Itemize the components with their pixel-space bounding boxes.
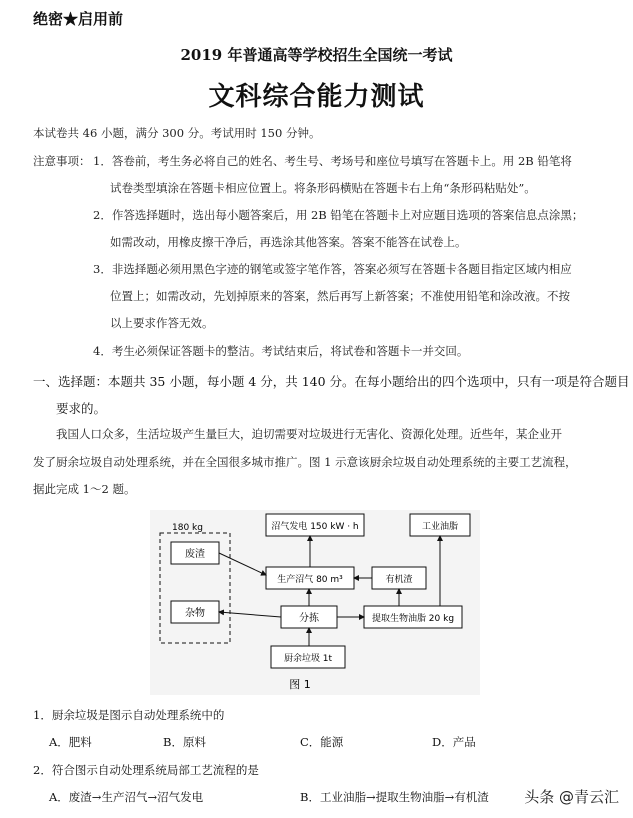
note-3-line-2: 位置上；如需改动，先划掉原来的答案，然后再写上新答案；不准使用铅笔和涂改液。不按 xyxy=(110,289,570,303)
note-2-line-2: 如需改动，用橡皮擦干净后，再选涂其他答案。答案不能答在试卷上。 xyxy=(110,235,467,249)
notes-label: 注意事项： xyxy=(33,154,91,168)
q1-option-b: B．原料 xyxy=(163,735,206,749)
subject-title: 文科综合能力测试 xyxy=(208,82,425,112)
exam-info: 本试卷共 46 小题，满分 300 分。考试用时 150 分钟。 xyxy=(33,126,321,140)
note-3-line-1: 3．非选择题必须用黑色字迹的钢笔或签字笔作答，答案必须写在答题卡各题目指定区域内相应 xyxy=(93,262,572,276)
note-1-line-1: 1．答卷前，考生务必将自己的姓名、考生号、考场号和座位号填写在答题卡上。用 2B 铅笔将 xyxy=(93,154,572,168)
waste-group-label: 180 kg xyxy=(172,523,203,533)
note-1-line-2: 试卷类型填涂在答题卡相应位置上。将条形码横贴在答题卡右上角“条形码粘贴处”。 xyxy=(110,181,536,195)
box-sorting-label: 分拣 xyxy=(299,613,319,624)
secret-label: 绝密★启用前 xyxy=(33,10,124,28)
question-2-stem: 2．符合图示自动处理系统局部工艺流程的是 xyxy=(33,763,259,777)
box-kitchen-waste-label: 厨余垃圾 1t xyxy=(283,654,333,664)
note-3-line-3: 以上要求作答无效。 xyxy=(110,316,214,330)
q1-option-c: C．能源 xyxy=(300,735,344,749)
box-biogas-power-label: 沼气发电 150 kW · h xyxy=(271,522,359,532)
figure-caption: 图 1 xyxy=(289,678,311,691)
box-waste-residue-label: 废渣 xyxy=(185,549,205,560)
q2-option-b: B．工业油脂→提取生物油脂→有机渣 xyxy=(300,790,489,804)
box-organic-residue-label: 有机渣 xyxy=(385,575,413,585)
passage-line-3: 据此完成 1～2 题。 xyxy=(33,482,136,496)
exam-title: 2019 年普通高等学校招生全国统一考试 xyxy=(180,46,453,64)
q2-option-a: A．废渣→生产沼气→沼气发电 xyxy=(49,790,204,804)
note-2-line-1: 2．作答选择题时，选出每小题答案后，用 2B 铅笔在答题卡上对应题目选项的答案信息点涂黑； xyxy=(93,208,584,222)
watermark: 头条 @青云汇 xyxy=(524,788,619,806)
box-industrial-oil-label: 工业油脂 xyxy=(421,522,459,532)
box-produce-biogas-label: 生产沼气 80 m³ xyxy=(277,575,343,585)
passage-line-2: 发了厨余垃圾自动处理系统，并在全国很多城市推广。图 1 示意该厨余垃圾自动处理系统的主要工艺流程， xyxy=(33,455,577,469)
question-1-stem: 1．厨余垃圾是图示自动处理系统中的 xyxy=(33,708,225,722)
note-4-line-1: 4．考生必须保证答题卡的整洁。考试结束后，将试卷和答题卡一并交回。 xyxy=(93,344,469,358)
section-heading-line-1: 一、选择题：本题共 35 小题，每小题 4 分，共 140 分。在每小题给出的四个选项中，只有一项是符合题目 xyxy=(33,374,630,389)
flow-diagram xyxy=(150,510,480,695)
section-heading-line-2: 要求的。 xyxy=(56,401,107,416)
q1-option-d: D．产品 xyxy=(432,735,476,749)
q1-option-a: A．肥料 xyxy=(49,735,92,749)
box-extract-biooil-label: 提取生物油脂 20 kg xyxy=(371,614,455,624)
box-debris-label: 杂物 xyxy=(185,608,205,619)
passage-line-1: 我国人口众多，生活垃圾产生量巨大，迫切需要对垃圾进行无害化、资源化处理。近些年，某企业开 xyxy=(56,427,562,441)
